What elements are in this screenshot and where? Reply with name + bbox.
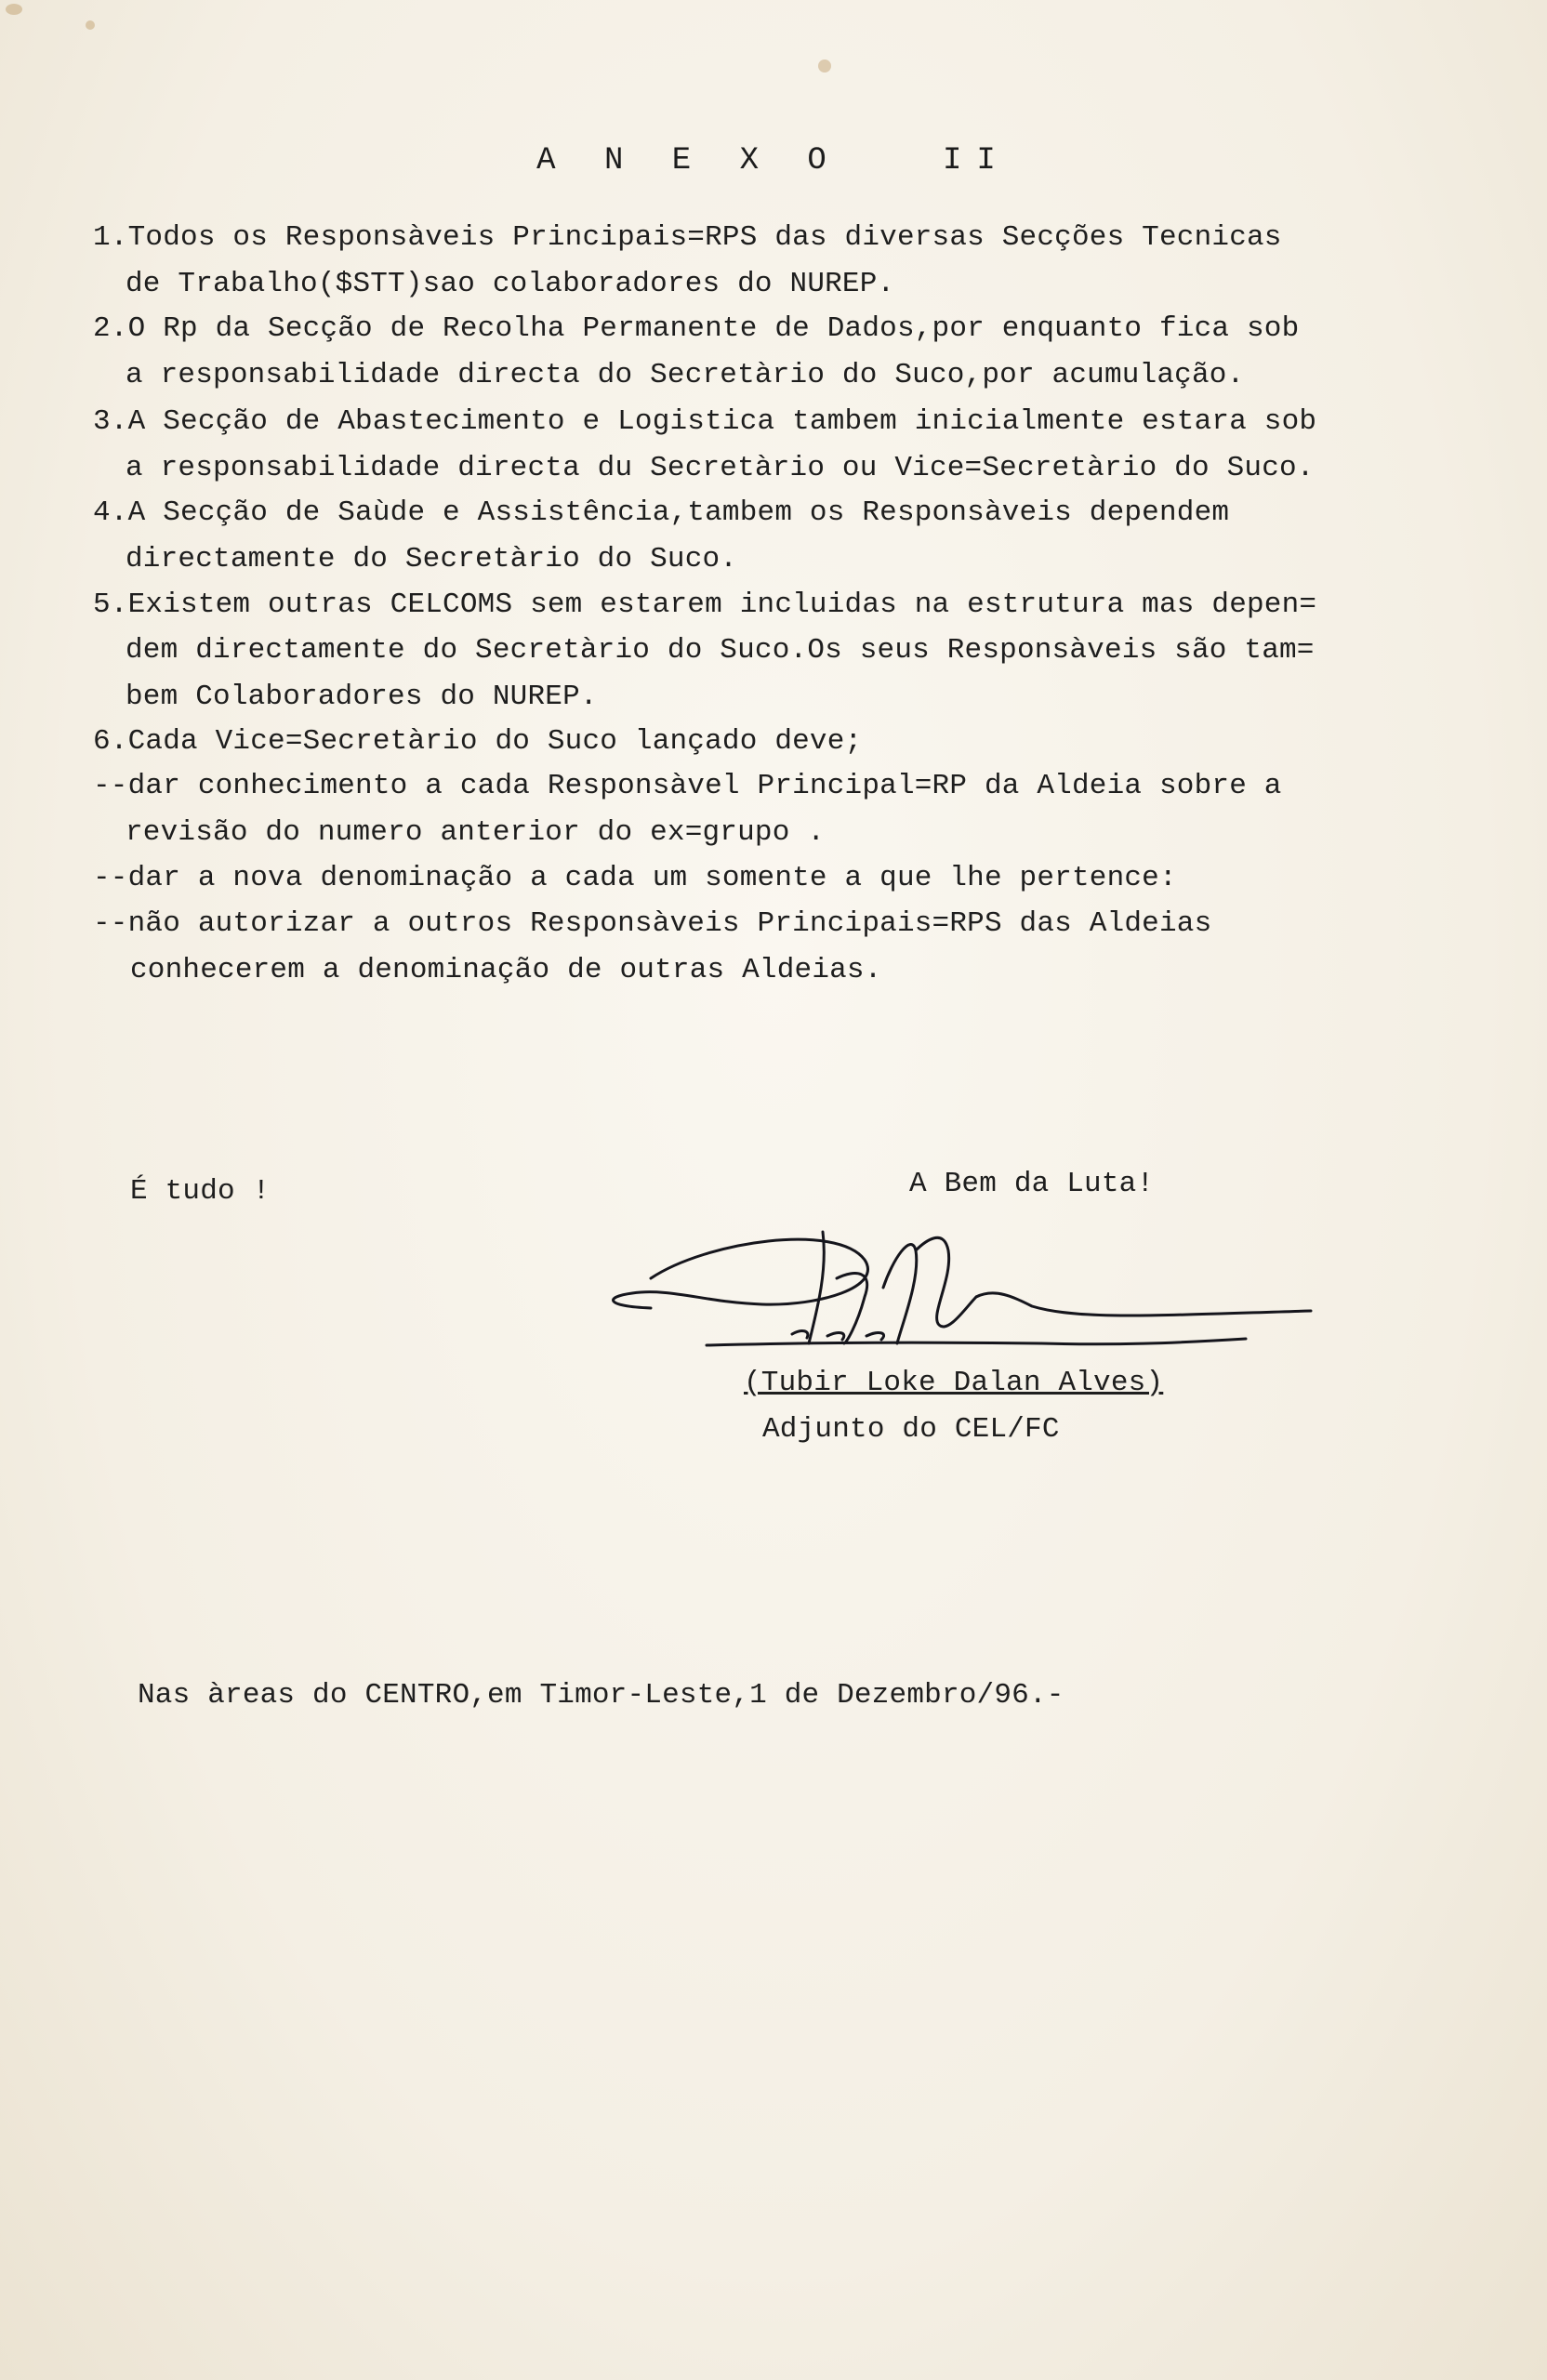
body-line: 4.A Secção de Saùde e Assistência,tambem os Responsàveis dependem — [93, 496, 1230, 529]
body-line: --dar conhecimento a cada Responsàvel Principal=RP da Aldeia sobre a — [93, 770, 1282, 802]
paper-stain — [6, 4, 22, 15]
body-line: --dar a nova denominação a cada um somente a que lhe pertence: — [93, 862, 1177, 894]
closing-right: A Bem da Luta! — [909, 1168, 1155, 1200]
paper-stain — [818, 60, 831, 73]
body-line: 2.O Rp da Secção de Recolha Permanente de Dados,por enquanto fica sob — [93, 312, 1300, 345]
body-line: 5.Existem outras CELCOMS sem estarem incluidas na estrutura mas depen= — [93, 588, 1317, 621]
paper-stain — [86, 20, 95, 30]
closing-left: É tudo ! — [130, 1175, 271, 1208]
document-title: A N E X O II — [536, 143, 1011, 178]
body-line: a responsabilidade directa du Secretàrio ou Vice=Secretàrio do Suco. — [126, 452, 1315, 484]
body-line: directamente do Secretàrio do Suco. — [126, 543, 738, 575]
body-line: de Trabalho($STT)sao colaboradores do NUREP. — [126, 268, 895, 300]
body-line: 6.Cada Vice=Secretàrio do Suco lançado deve; — [93, 725, 863, 758]
body-line: a responsabilidade directa do Secretàrio do Suco,por acumulação. — [126, 359, 1245, 391]
signatory-name: (Tubir Loke Dalan Alves) — [744, 1367, 1164, 1399]
body-line: 3.A Secção de Abastecimento e Logistica tambem inicialmente estara sob — [93, 405, 1317, 438]
handwritten-signature — [595, 1204, 1320, 1390]
place-date: Nas àreas do CENTRO,em Timor-Leste,1 de Dezembro/96.- — [138, 1679, 1064, 1712]
signatory-role: Adjunto do CEL/FC — [762, 1413, 1060, 1446]
body-line: revisão do numero anterior do ex=grupo . — [126, 816, 826, 849]
body-line: conhecerem a denominação de outras Aldeias. — [130, 954, 882, 986]
body-line: 1.Todos os Responsàveis Principais=RPS das diversas Secções Tecnicas — [93, 221, 1282, 254]
body-line: dem directamente do Secretàrio do Suco.Os seus Responsàveis são tam= — [126, 634, 1315, 667]
body-line: --não autorizar a outros Responsàveis Principais=RPS das Aldeias — [93, 907, 1212, 940]
body-line: bem Colaboradores do NUREP. — [126, 681, 598, 713]
